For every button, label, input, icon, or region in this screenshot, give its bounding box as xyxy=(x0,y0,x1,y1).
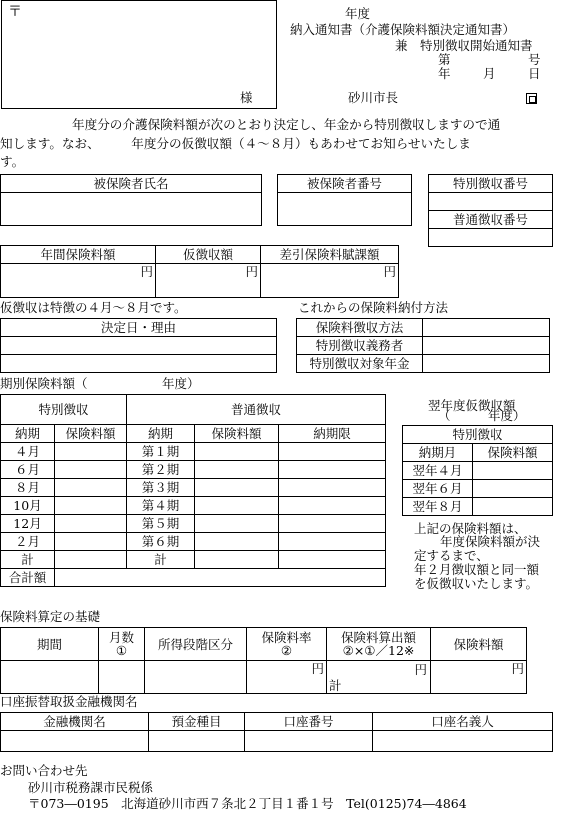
insured-name-table xyxy=(0,174,262,226)
month-cell: ２月 xyxy=(1,533,55,551)
assessed-value: 円 xyxy=(261,264,399,298)
next-year-title: 翌年度仮徴収額 xyxy=(428,398,516,413)
total-row xyxy=(1,569,386,587)
month-cell: 12月 xyxy=(1,515,55,533)
col-header: 納期限 xyxy=(279,425,386,443)
number-label-1: 第 xyxy=(438,52,451,67)
seal-icon xyxy=(526,92,537,106)
special-number-cell xyxy=(429,193,553,211)
subtotal-label: 計 xyxy=(127,551,195,569)
issuer: 砂川市長 xyxy=(348,90,399,105)
insured-name-cell xyxy=(1,193,262,226)
intro-line-1: 年度分の介護保険料額が次のとおり決定し、年金から特別徴収しますので通 xyxy=(72,117,501,132)
month-cell: ６月 xyxy=(1,461,55,479)
month-cell: ８月 xyxy=(1,479,55,497)
decision-table xyxy=(0,318,277,373)
decision-row xyxy=(1,355,277,373)
decision-row xyxy=(1,337,277,355)
month-cell: ４月 xyxy=(1,443,55,461)
term-cell: 第３期 xyxy=(127,479,195,497)
basis-header-income: 所得段階区分 xyxy=(145,628,247,661)
table-row xyxy=(403,498,553,516)
ordinary-collection-header: 普通徴収 xyxy=(127,395,386,425)
bank-header: 口座番号 xyxy=(245,713,373,731)
premium-value: 円 xyxy=(431,661,527,694)
bank-header: 口座名義人 xyxy=(373,713,553,731)
period-table xyxy=(0,394,386,587)
table-row xyxy=(403,462,553,480)
special-collection-header: 特別徴収 xyxy=(1,395,127,425)
basis-title: 保険料算定の基礎 xyxy=(0,609,101,624)
next-year-header: 特別徴収 xyxy=(403,426,553,444)
term-cell: 第４期 xyxy=(127,497,195,515)
col-header: 保険料額 xyxy=(195,425,279,443)
period-title-prefix: 期別保険料額（ xyxy=(0,376,88,391)
ordinary-number-header: 普通徴収番号 xyxy=(429,211,553,229)
term-cell: 第１期 xyxy=(127,443,195,461)
provisional-header: 仮徴収額 xyxy=(156,246,261,264)
provisional-value: 円 xyxy=(156,264,261,298)
provisional-note: 仮徴収は特徴の４月～８月です。 xyxy=(0,300,187,315)
calc-value: 円 計 xyxy=(327,661,431,694)
bank-table xyxy=(0,712,553,752)
next-year-label: （ 年度） xyxy=(438,408,526,423)
period-title-suffix: 年度） xyxy=(162,376,200,391)
month-cell: 10月 xyxy=(1,497,55,515)
subtotal-row xyxy=(1,551,386,569)
term-cell: 第６期 xyxy=(127,533,195,551)
basis-header-calc: 保険料算出額 ②×①／12※ xyxy=(327,628,431,661)
insured-number-header: 被保険者番号 xyxy=(278,175,412,193)
table-row xyxy=(1,515,386,533)
date-month: 月 xyxy=(483,66,496,81)
term-cell: 第２期 xyxy=(127,461,195,479)
contact-dept: 砂川市税務課市民税係 xyxy=(28,780,154,795)
future-table xyxy=(296,318,550,373)
insured-name-header: 被保険者氏名 xyxy=(1,175,262,193)
col-header: 納期月 xyxy=(403,444,473,462)
decision-header: 決定日・理由 xyxy=(1,319,277,337)
annual-header: 年間保険料額 xyxy=(1,246,156,264)
contact-title: お問い合わせ先 xyxy=(0,763,88,778)
annual-premium-table xyxy=(0,245,399,298)
next-year-note: 年２月徴収額と同一額 xyxy=(414,562,540,577)
basis-table xyxy=(0,627,527,694)
subtotal-label: 計 xyxy=(1,551,55,569)
basis-header-premium: 保険料額 xyxy=(431,628,527,661)
table-row xyxy=(1,497,386,515)
collection-number-table xyxy=(428,174,553,247)
next-year-table xyxy=(402,425,553,516)
next-year-note: 年度保険料額が決 xyxy=(440,534,541,549)
header-year: 年度 xyxy=(345,6,371,21)
future-row-label: 特別徴収対象年金 xyxy=(297,355,423,373)
month-cell: 翌年６月 xyxy=(403,480,473,498)
table-row xyxy=(1,461,386,479)
date-year: 年 xyxy=(438,66,451,81)
future-row-value xyxy=(423,319,550,337)
next-year-note: を仮徴収いたします。 xyxy=(414,576,539,591)
col-header: 保険料額 xyxy=(473,444,553,462)
assessed-header: 差引保険料賦課額 xyxy=(261,246,399,264)
month-cell: 翌年４月 xyxy=(403,462,473,480)
address-box xyxy=(1,0,277,109)
future-row-label: 特別徴収義務者 xyxy=(297,337,423,355)
col-header: 納期 xyxy=(127,425,195,443)
date-day: 日 xyxy=(528,66,541,81)
insured-number-cell xyxy=(278,193,412,226)
basis-header-months: 月数 ① xyxy=(99,628,145,661)
postal-mark: 〒 xyxy=(8,4,22,20)
annual-value: 円 xyxy=(1,264,156,298)
future-row-label: 保険料徴収方法 xyxy=(297,319,423,337)
col-header: 納期 xyxy=(1,425,55,443)
bank-title: 口座振替取扱金融機関名 xyxy=(0,694,138,709)
rate-value: 円 xyxy=(247,661,327,694)
term-cell: 第５期 xyxy=(127,515,195,533)
future-row-value xyxy=(423,337,550,355)
future-title: これからの保険料納付方法 xyxy=(298,300,449,315)
month-cell: 翌年８月 xyxy=(403,498,473,516)
ordinary-number-cell xyxy=(429,229,553,247)
total-label: 合計額 xyxy=(1,569,55,587)
bank-header: 預金種目 xyxy=(149,713,245,731)
col-header: 保険料額 xyxy=(55,425,127,443)
table-row xyxy=(1,443,386,461)
bank-header: 金融機関名 xyxy=(1,713,149,731)
subtitle: 兼 特別徴収開始通知書 xyxy=(395,38,533,53)
future-row-value xyxy=(423,355,550,373)
honorific: 様 xyxy=(240,90,253,105)
special-number-header: 特別徴収番号 xyxy=(429,175,553,193)
number-label-2: 号 xyxy=(528,52,541,67)
table-row xyxy=(1,533,386,551)
table-row xyxy=(1,479,386,497)
intro-line-3: す。 xyxy=(0,154,25,169)
next-year-note: 上記の保険料額は、 xyxy=(414,521,527,536)
contact-address: 〒073―0195 北海道砂川市西７条北２丁目１番１号 Tel(0125)74―4864 xyxy=(28,796,467,811)
insured-number-table xyxy=(277,174,412,226)
next-year-note: 定するまで、 xyxy=(414,548,489,563)
basis-header-period: 期間 xyxy=(1,628,99,661)
page-title: 納入通知書（介護保険料額決定通知書） xyxy=(290,22,516,37)
basis-header-rate: 保険料率 ② xyxy=(247,628,327,661)
table-row xyxy=(403,480,553,498)
intro-line-2: 知します。なお、 年度分の仮徴収額（４～８月）もあわせてお知らせいたしま xyxy=(0,136,471,151)
